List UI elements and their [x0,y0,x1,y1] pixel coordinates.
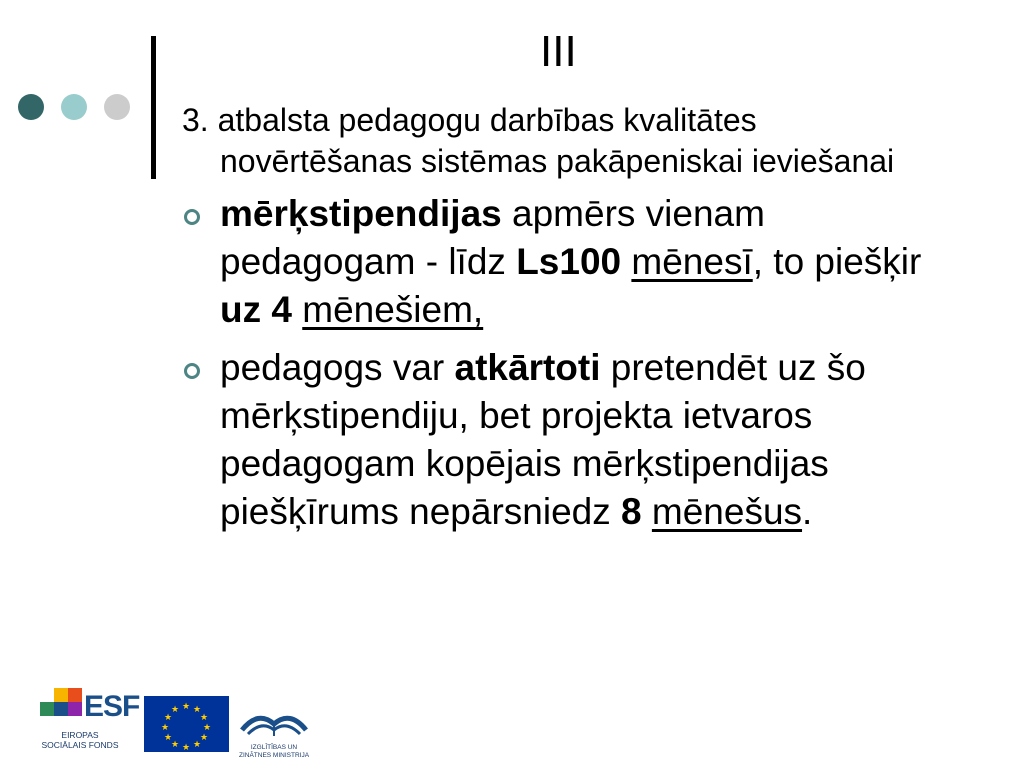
slide-title: III [540,27,577,76]
text-run: pedagogs var [220,347,455,388]
bold-text: mērķstipendijas [220,193,502,234]
slide-body [182,100,942,546]
bullet-item [182,190,942,334]
bullet-text [220,347,866,532]
text-run: apmērs vienam pedagogam - līdz [220,193,765,282]
eu-flag-icon: ★ ★ ★ ★ ★ ★ ★ ★ ★ ★ ★ ★ [144,696,229,752]
bold-text: uz 4 [220,289,292,330]
footer-logos [36,682,336,762]
bold-text: 8 [621,491,642,532]
esf-square-green [40,702,54,716]
esf-caption: EIROPAS SOCIĀLAIS FONDS [41,730,119,750]
bullet-item [182,344,942,536]
bullet-text [220,193,921,330]
open-book-icon [234,700,314,744]
esf-square-purple [68,702,82,716]
underlined-text: mēnešus [651,491,803,532]
decor-vertical-line [151,36,156,179]
bold-text: Ls100 [516,241,622,282]
bullet-icon [184,363,200,379]
underlined-text: mēnešiem, [302,289,484,330]
ministry-caption: IZGLĪTĪBAS UN ZINĀTNES MINISTRIJA [238,744,310,759]
decor-dot-gray [104,94,130,120]
text-run [292,289,302,330]
esf-wordmark: ESF [84,690,140,723]
text-run [642,491,652,532]
ministry-logo [234,700,314,764]
text-run: pretendēt uz šo mērķstipendiju, bet projekta ietvaros pedagogam kopējais mērķstipendijas piešķīrums nepārsniedz [220,347,866,532]
esf-logo [36,682,140,762]
esf-square-yellow [54,688,68,702]
decor-dot-light [61,94,87,120]
intro-paragraph: 3. atbalsta pedagogu darbības kvalitātes novērtēšanas sistēmas pakāpeniskai ieviešanai [182,102,895,179]
underlined-text: mēnesī [631,241,753,282]
text-run: . [802,491,813,532]
bullet-list [182,190,942,536]
decor-dot-dark [18,94,44,120]
esf-square-orange [68,688,82,702]
esf-square-blue [54,702,68,716]
text-run: , to piešķir [752,241,922,282]
bullet-icon [184,209,200,225]
bold-text: atkārtoti [454,347,601,388]
text-run [621,241,631,282]
